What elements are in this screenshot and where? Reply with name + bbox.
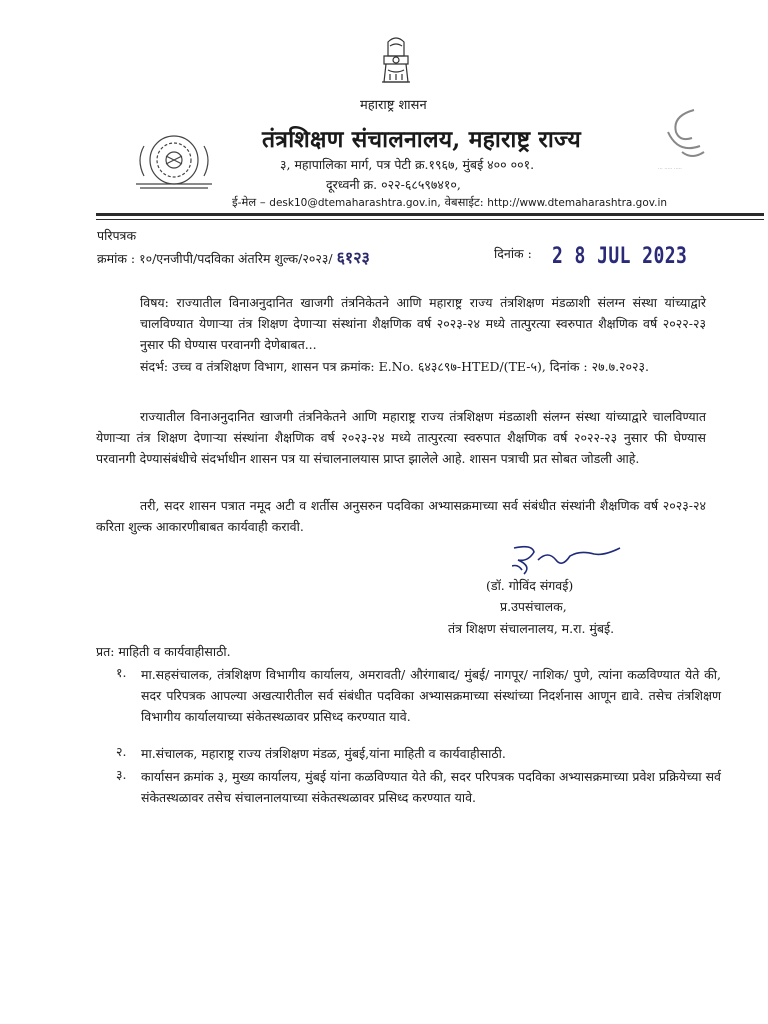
subject-text: राज्यातील विनाअनुदानित खाजगी तंत्रनिकेतने आणि महाराष्ट्र राज्य तंत्रशिक्षण मंडळाशी संलग्न संस्था यांच्याद्वारे चालविण्यात येणाऱ्या तंत्र शिक्षण देणाऱ्या संस्थांना शैक्षणिक वर्ष २०२३-२४ मध्ये तात्पुरत्या स्वरुपात शैक्षणिक वर्ष २०२२-२३ नुसार फी घेण्यास परवानगी देणेबाबत...: [140, 295, 706, 352]
signature-icon: [512, 540, 622, 580]
reference-paragraph: [140, 356, 706, 377]
subject-paragraph: [140, 292, 706, 355]
state-emblem-icon: [376, 34, 416, 92]
office-address: ३, महापालिका मार्ग, पत्र पेटी क्र.१९६७, मुंबई ४०० ००१.: [280, 157, 535, 172]
letter-number-prefix: क्रमांक : १०/एनजीपी/पदविका अंतरिम शुल्क/२०२३/: [97, 251, 333, 266]
copy-item-number: १.: [116, 665, 127, 680]
copy-item: कार्यासन क्रमांक ३, मुख्य कार्यालय, मुंबई यांना कळविण्यात येते की, सदर परिपत्रक पदविका अभ्यासक्रमाच्या प्रवेश प्रक्रियेच्या सर्व संकेतस्थळावर तसेच संचालनालयाच्या संकेतस्थळावर प्रसिध्द करण्यात यावे.: [141, 769, 721, 805]
contact-row: [232, 195, 667, 210]
subject-label: विषय:: [140, 295, 169, 310]
header-divider: [96, 213, 764, 216]
department-name: तंत्रशिक्षण संचालनालय, महाराष्ट्र राज्य: [262, 126, 581, 153]
date-label: दिनांक :: [494, 246, 532, 261]
office-phone: दूरध्वनी क्र. ०२२-६८५९७४१०,: [326, 177, 461, 192]
reference-label: संदर्भ:: [140, 359, 169, 374]
letter-number-handwritten: ६१२३: [336, 248, 370, 267]
body-paragraph-1: राज्यातील विनाअनुदानित खाजगी तंत्रनिकेतने आणि महाराष्ट्र राज्य तंत्रशिक्षण मंडळाशी संलग्न संस्था यांच्याद्वारे चालविण्यात येणाऱ्या तंत्र शिक्षण देणाऱ्या संस्थांना शैक्षणिक वर्ष २०२३-२४ मध्ये तात्पुरत्या स्वरुपात शैक्षणिक वर्ष २०२२-२३ नुसार फी घेण्यास परवानगी देण्यासंबंधीचे संदर्भाधीन शासन पत्र या संचालनालयास प्राप्त झालेले आहे. शासन पत्राची प्रत सोबत जोडली आहे.: [96, 409, 706, 466]
msbte-logo-icon: [654, 102, 718, 174]
header-divider-thin: [96, 219, 764, 220]
signatory-designation: प्र.उपसंचालक,: [500, 599, 567, 614]
body-paragraph-2: तरी, सदर शासन पत्रात नमूद अटी व शर्तीस अनुसरुन पदविका अभ्यासक्रमाच्या सर्व संबंधीत संस्थांनी शैक्षणिक वर्ष २०२३-२४ करिता शुल्क आकारणीबाबत कार्यवाही करावी.: [96, 498, 706, 534]
date-stamp: 2 8 JUL 2023: [552, 244, 688, 269]
website-link[interactable]: http://www.dtemaharashtra.gov.in: [487, 197, 668, 209]
letter-number: [97, 246, 370, 268]
copy-item: मा.सहसंचालक, तंत्रशिक्षण विभागीय कार्यालय, अमरावती/ औरंगाबाद/ मुंबई/ नागपूर/ नाशिक/ पुणे, त्यांना कळविण्यात येते की, सदर परिपत्रक आपल्या अखत्यारीतील सर्व संबंधीत पदविका अभ्यासक्रमाच्या संस्थांच्या निदर्शनास आणून द्यावे. तसेच तंत्रशिक्षण विभागीय कार्यालयाच्या संकेतस्थळावर प्रसिध्द करण्यात यावे.: [141, 667, 721, 724]
email-link[interactable]: desk10@dtemaharashtra.gov.in: [269, 197, 438, 209]
letter-type: परिपत्रक: [97, 228, 137, 243]
copy-item: मा.संचालक, महाराष्ट्र राज्य तंत्रशिक्षण मंडळ, मुंबई,यांना माहिती व कार्यवाहीसाठी.: [141, 746, 506, 761]
copy-item-number: ३.: [116, 767, 127, 782]
reference-text: उच्च व तंत्रशिक्षण विभाग, शासन पत्र क्रमांक: E.No. ६४३८९७-HTED/(TE-५), दिनांक : २७.७.२०२३.: [172, 359, 650, 374]
government-name: महाराष्ट्र शासन: [360, 98, 427, 113]
copy-item-number: २.: [116, 744, 127, 759]
email-label: ई-मेल –: [232, 195, 266, 209]
dte-seal-icon: [130, 126, 218, 198]
copy-to-heading: प्रत: माहिती व कार्यवाहीसाठी.: [96, 644, 231, 659]
website-label: , वेबसाईट:: [437, 195, 484, 209]
signatory-office: तंत्र शिक्षण संचालनालय, म.रा. मुंबई.: [448, 621, 615, 636]
svg-text:··· ····· ·····: ··· ····· ·····: [658, 166, 682, 172]
signatory-name: (डॉ. गोविंद संगवई): [486, 578, 574, 593]
